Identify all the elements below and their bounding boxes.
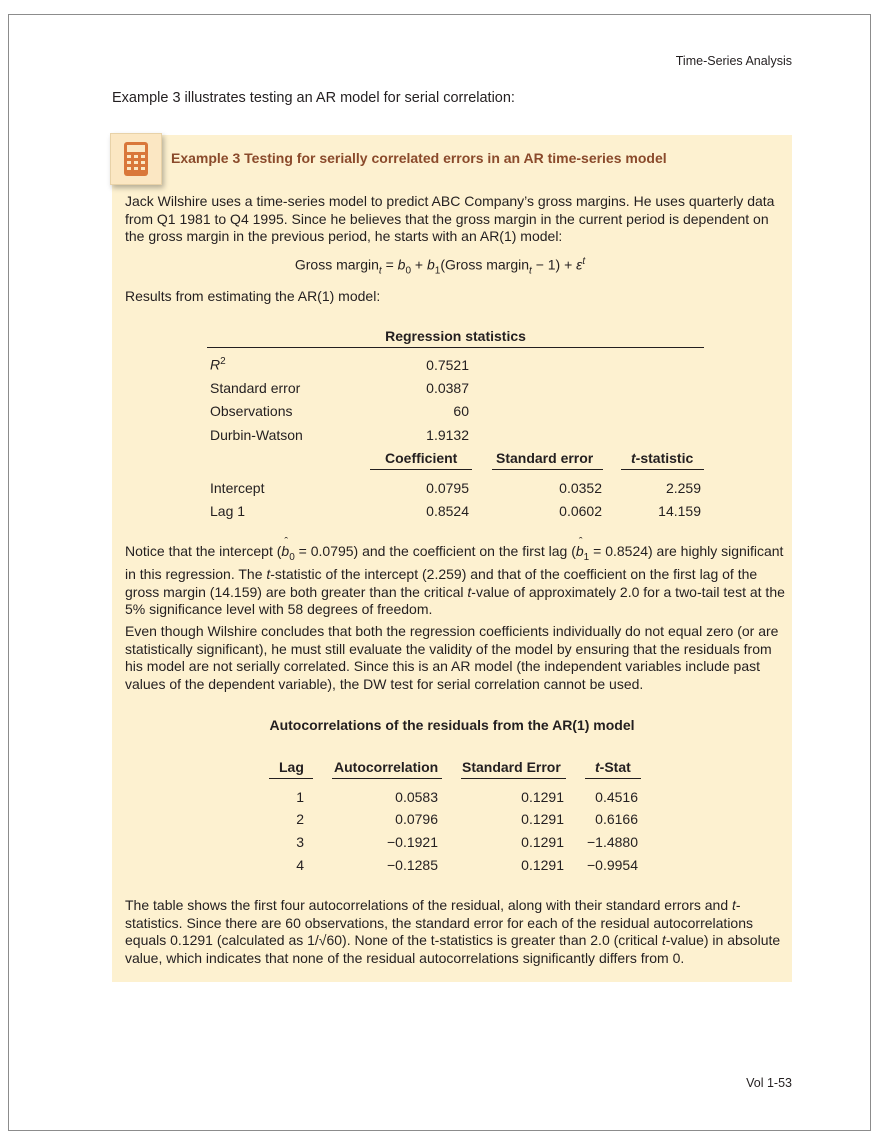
stat-label: $R^2$ [210,356,226,373]
se-value: 0.1291 [521,857,564,873]
se-value: 0.1291 [521,811,564,827]
stat-value: 0.7521 [426,357,469,373]
lag-value: 2 [296,811,304,827]
se-value: 0.1291 [521,834,564,850]
t-value: 2.259 [665,480,701,496]
autocorr-title: Autocorrelations of the residuals from the AR(1) model [269,717,635,733]
validity-paragraph: Even though Wilshire concludes that both the regression coefficients individually do not equal zero (or are statistically significant), he must still evaluate the validity of the model by ensuring that the residuals from his model are not serially correlated. Since this is an AR model (the independent variables include past values of the dependent variable), the DW test for serial correlation cannot be used. [125,623,779,692]
running-head: Time-Series Analysis [675,54,792,68]
stat-label: Observations [210,403,293,419]
t-value: 14.159 [658,503,701,519]
col-header-lag: Lag [279,759,304,775]
example-intro-paragraph: Jack Wilshire uses a time-series model to predict ABC Company’s gross margins. He uses quarterly data from Q1 1981 to Q4 1995. Since he believes that the gross margin in the current period is dependent on the gross margin in the previous period, he starts with an AR(1) model: [125,193,775,244]
col-header-t-stat: t-Stat [595,759,631,775]
page-number: Vol 1-53 [746,1076,792,1090]
row-label: Lag 1 [210,503,246,519]
example-title: Example 3 Testing for serially correlated errors in an AR time-series model [171,150,667,166]
col-header-t-statistic: t-statistic [631,450,694,466]
autocorr-value: −0.1285 [387,857,438,873]
notice-paragraph: Notice that the intercept (ˆ $b_0 = 0.0795$) and the coefficient on the first lag (ˆ $b_1 = 0.8524$) are highly significant in this regression. The t-statistic of the intercept (2.259) and that of the coefficient on the first lag of the gross margin (14.159) are both greater than the critical t-value of approximately 2.0 for a two-tail test at the 5% significance level with 58 degrees of freedom. [125,543,787,619]
autocorr-value: 0.0583 [395,789,438,805]
col-header-standard-error: Standard error [496,450,594,466]
header-rule [492,469,603,470]
lag-value: 4 [296,857,304,873]
ar1-equation: Gross margin$_t$ = $b_0$ + $b_1(Gross$ margin$_t$ − $1) + \varepsilon^t$ [294,256,586,277]
calculator-icon [110,133,162,185]
header-rule [370,469,472,470]
se-value: 0.0602 [559,503,602,519]
header-rule [461,778,566,779]
header-rule [621,469,704,470]
t-value: −0.9954 [587,857,638,873]
autocorr-value: 0.0796 [395,811,438,827]
col-header-autocorrelation: Autocorrelation [334,759,439,775]
se-value: 0.0352 [559,480,602,496]
regression-top-rule [207,347,704,348]
stat-value: 0.0387 [426,380,469,396]
stat-label: Standard error [210,380,301,396]
header-rule [585,778,641,779]
intro-text: Example 3 illustrates testing an AR model for serial correlation: [112,90,515,106]
col-header-coefficient: Coefficient [385,450,458,466]
se-value: 0.1291 [521,789,564,805]
stat-value: 1.9132 [426,427,469,443]
header-rule [332,778,442,779]
header-rule [269,778,313,779]
stat-label: Durbin-Watson [210,427,303,443]
regression-title: Regression statistics [385,328,526,344]
results-label: Results from estimating the AR(1) model: [125,288,381,304]
autocorr-value: −0.1921 [387,834,438,850]
col-header-standard-error: Standard Error [462,759,561,775]
row-label: Intercept [210,480,265,496]
lag-value: 1 [296,789,304,805]
coef-value: 0.0795 [426,480,469,496]
coef-value: 0.8524 [426,503,469,519]
t-value: −1.4880 [587,834,638,850]
stat-value: 60 [453,403,469,419]
lag-value: 3 [296,834,304,850]
conclusion-paragraph: The table shows the first four autocorrelations of the residual, along with their standard errors and t-statistics. Since there are 60 observations, the standard error for each of the residual autocorrelations equals 0.1291 (calculated as 1/√60). None of the t-statistics is greater than 2.0 (critical t-value) in absolute value, which indicates that none of the residual autocorrelations significantly differs from 0. [125,897,781,966]
t-value: 0.4516 [595,789,638,805]
t-value: 0.6166 [595,811,638,827]
